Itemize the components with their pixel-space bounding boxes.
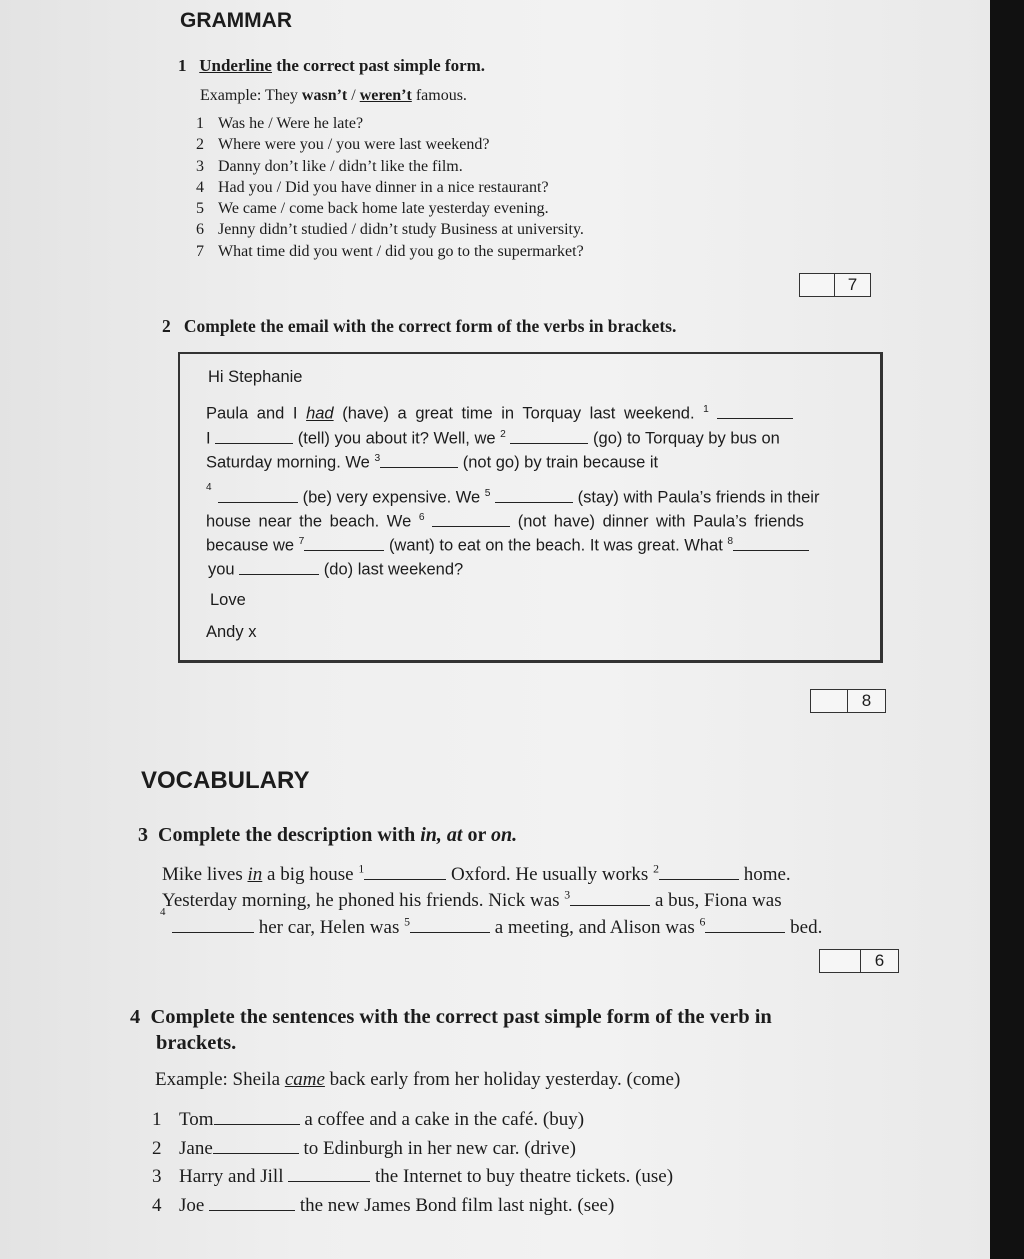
- gap-number: 4: [160, 906, 166, 918]
- exercise-3-instruction: 3 Complete the description with in, at or on.: [138, 824, 518, 846]
- list-item: 3 Harry and Jill the Internet to buy theatre tickets. (use): [152, 1162, 673, 1191]
- score-box-exercise-3: [819, 949, 899, 973]
- exercise-3-line: her car, Helen was $^5$ a meeting, and Alison was $^6$ bed.: [172, 913, 822, 939]
- exercise-4-example: Example: Sheila came back early from her holiday yesterday. (come): [155, 1069, 681, 1090]
- exercise-4-instruction: 4 Complete the sentences with the correct past simple form of the verb in brackets.: [130, 1006, 772, 1054]
- list-item: 3 Danny don’t like / didn’t like the film.: [196, 157, 463, 175]
- vocabulary-title: VOCABULARY: [141, 767, 310, 794]
- score-box-exercise-2: [810, 689, 886, 713]
- email-box: [178, 352, 883, 663]
- list-item: 5 We came / come back home late yesterday evening.: [196, 200, 549, 218]
- exercise-3-line: Mike lives in a big house $^1$ Oxford. He usually works $^2$ home.: [162, 860, 791, 886]
- list-item: 6 Jenny didn’t studied / didn’t study Business at university.: [196, 221, 584, 239]
- email-line: Saturday morning. We $^3$ (not go) by train because it: [206, 450, 658, 473]
- exercise-number: 2: [162, 316, 171, 336]
- score-value: 8: [861, 691, 872, 710]
- email-line: house near the beach. We $^6$ (not have) dinner with Paula’s friends: [206, 509, 804, 532]
- background-edge: [990, 0, 1024, 1259]
- email-line: you (do) last weekend?: [208, 557, 463, 580]
- score-value: 7: [847, 275, 858, 294]
- exercise-4-list: [152, 1105, 673, 1219]
- exercise-1-list: [196, 113, 584, 262]
- score-value: 6: [874, 951, 885, 970]
- exercise-2-instruction: [162, 316, 676, 337]
- email-line: because we $^7$ (want) to eat on the beach. It was great. What $^8$: [206, 533, 809, 556]
- exercise-1-instruction: [178, 56, 485, 76]
- list-item: 7 What time did you went / did you go to the supermarket?: [196, 242, 584, 260]
- email-closing: Love: [210, 591, 246, 609]
- exercise-number: 1: [178, 56, 187, 75]
- email-line: Paula and I had (have) a great time in Torquay last weekend. $^1$: [206, 401, 793, 424]
- list-item: 1 Was he / Were he late?: [196, 115, 364, 132]
- email-line: (be) very expensive. We $^5$ (stay) with Paula’s friends in their: [218, 485, 819, 508]
- list-item: 2 Where were you / you were last weekend?: [196, 136, 490, 154]
- gap-number: 4: [206, 482, 212, 493]
- list-item: 4 Had you / Did you have dinner in a nice restaurant?: [196, 178, 549, 196]
- instruction-underline-word: Underline: [199, 56, 272, 75]
- instruction-text: Complete the email with the correct form of the verbs in brackets.: [183, 316, 677, 336]
- exercise-1-example: Example: They wasn’t / weren’t famous.: [200, 87, 467, 104]
- exercise-3-line: Yesterday morning, he phoned his friends. Nick was $^3$ a bus, Fiona was: [162, 886, 782, 912]
- email-line: I (tell) you about it? Well, we $^2$ (go) to Torquay by bus on: [206, 426, 780, 449]
- list-item: 2 Jane to Edinburgh in her new car. (drive): [152, 1134, 673, 1163]
- score-box-exercise-1: [799, 273, 871, 297]
- grammar-title: GRAMMAR: [180, 9, 292, 32]
- email-signature: Andy x: [206, 623, 257, 641]
- list-item: 1 Tom a coffee and a cake in the café. (buy): [152, 1105, 673, 1134]
- list-item: 4 Joe the new James Bond film last night. (see): [152, 1191, 673, 1220]
- instruction-text: the correct past simple form.: [276, 56, 486, 75]
- email-greeting: Hi Stephanie: [208, 368, 303, 386]
